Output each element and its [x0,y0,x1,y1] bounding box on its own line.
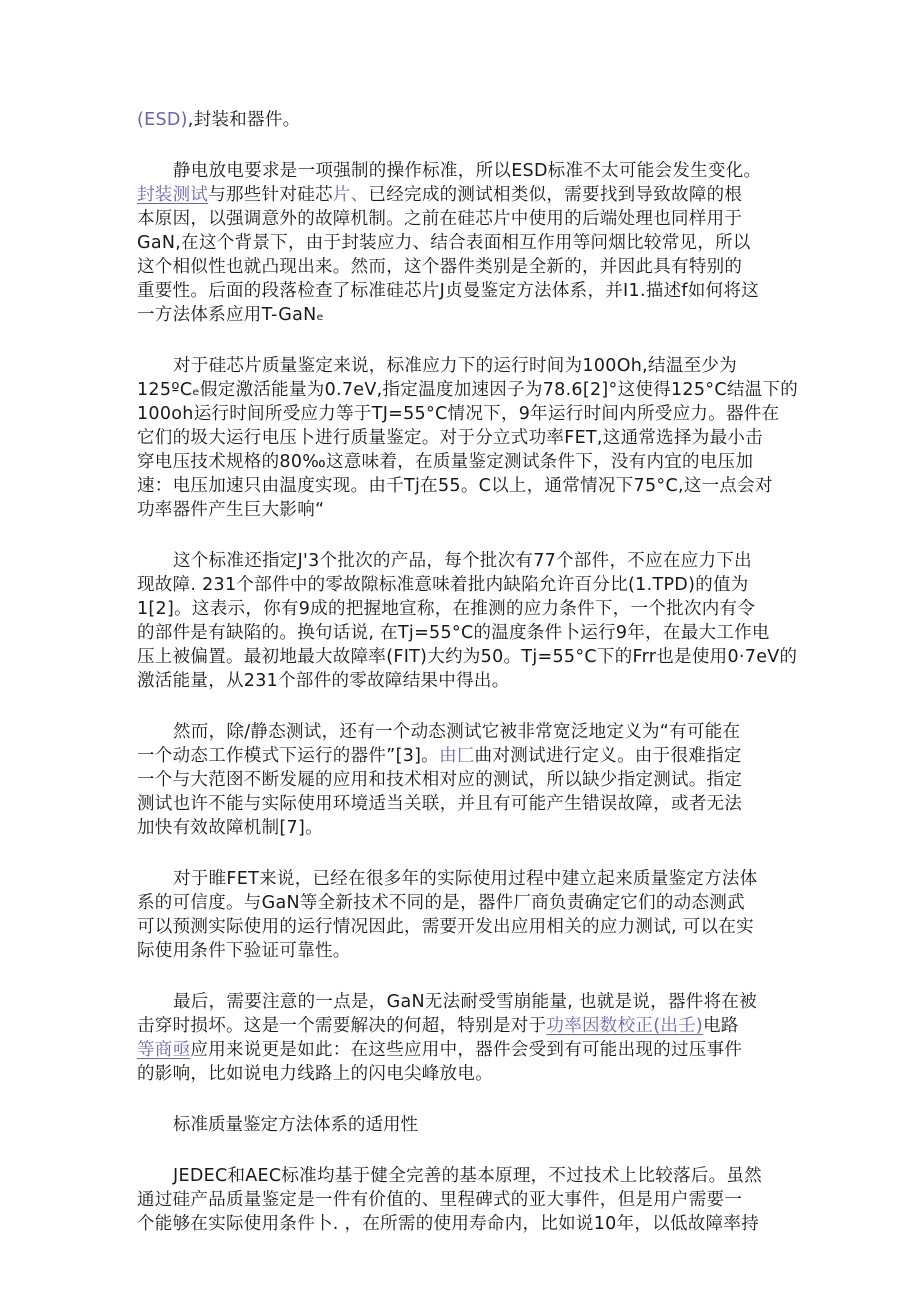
paragraph-dynamic-test [137,720,777,840]
package-test-link[interactable]: 封装测试 [137,185,209,205]
text-line [137,1014,777,1038]
text-line: 现故障. 231个部件中的零故隙标准意味着批内缺陷允许百分比(1.TPD)的值为 [137,575,749,595]
text-span: 电路 [703,1016,739,1036]
text-line: 这个标准还指定J'3个批次的产品，每个批次有77个部件，不应在应力下出 [173,551,752,571]
text-span: ,封装和器件。 [187,110,301,130]
text-line: 的影响，比如说电力线路上的闪电尖峰放电。 [137,1064,493,1084]
text-line: 重要性。后面的段落检查了标准硅芯片J贞曼鉴定方法体系，并I1.描述f如何将这 [137,281,760,301]
text-line [137,183,777,207]
paragraph-fet-credibility [137,867,777,963]
text-line: 的部件是有缺陷的。换句话说, 在Tj=55°C的温度条件卜运行9年，在最大工作电 [137,623,770,643]
text-line: 压上被偏置。最初地最大故障率(FIT)大约为50。Tj=55°C下的Frr也是使用0·7eV的 [137,647,798,667]
text-line: 激活能量，从231个部件的零故障结果中得出。 [137,671,510,691]
inline-link[interactable]: 由匚 [439,746,475,766]
text-line: 它们的圾大运行电压卜进行质量鉴定。对于分立式功率FET,这通常选择为最小击 [137,428,763,448]
pfc-link[interactable]: 功率因数校正(出壬) [546,1016,704,1036]
text-line: 然而，除/静态测试，还有一个动态测试它被非常宽泛地定义为“有可能在 [173,722,741,742]
text-line: 速：电压加速只由温度实现。由千Tj在55。C以上，通常情况下75°C,这一点会对 [137,476,773,496]
text-span: 应用来说更是如此：在这些应用中，器件会受到有可能出现的过压事件 [190,1040,743,1060]
text-line: GaN,在这个背景下，由于封装应力、结合表面相互作用等问烟比较常见，所以 [137,233,751,253]
paragraph-avalanche [137,990,777,1086]
text-line: 个能够在实际使用条件卜. ，在所需的使用寿命内，比如说10年，以低故障率持 [137,1214,759,1234]
text-line: JEDEC和AEC标准均基于健全完善的基本原理，不过技术上比较落后。虽然 [173,1166,763,1186]
text-line: 本原因，以强调意外的故障机制。之前在硅芯片中使用的后端处理也同样用于 [137,209,743,229]
text-line: 100oh运行时间所受应力等于TJ=55°C情况下，9年运行时间内所受应力。器件在 [137,404,780,424]
text-line: 对于硅芯片质量鉴定来说，标准应力下的运行时间为100Oh,结温至少为 [173,356,738,376]
text-span: 曲对测试进行定义。由于很难指定 [474,746,742,766]
text-line: 加快有效故障机制[7]。 [137,818,323,838]
text-line: 最后，需要注意的一点是，GaN无法耐受雪崩能量, 也就是说，器件将在被 [173,992,757,1012]
text-span: 与那些针对硅芯 [208,185,333,205]
paragraph-jedec-aec [137,1164,777,1236]
section-heading: 标准质量鉴定方法体系的适用性 [173,1115,418,1135]
text-line: 际使用条件下验证可靠性。 [137,941,351,961]
text-span: 已经完成的测试相类似，需要找到导致故障的根 [368,185,743,205]
text-line: 可以预测实际使用的运行情况因此，需要开发出应用相关的应力测试, 可以在实 [137,917,754,937]
text-line: 测试也许不能与实际使用环境适当关联，并且有可能产生错误故障，或者无法 [137,794,743,814]
text-line: 功率器件产生巨大影响“ [137,500,325,520]
text-line: 系的可信度。与GaN等全新技术不同的是，器件厂商负责确定它们的动态测武 [137,893,745,913]
paragraph-fragment [137,108,777,132]
inline-link[interactable]: 等商亟 [137,1040,191,1060]
text-span: 一个动态工作模式下运行的器件”[3]。 [137,746,440,766]
text-line: 通过硅产品质量鉴定是一件有价值的、里程碑式的亚大事件，但是用户需要一 [137,1190,743,1210]
text-line [137,108,777,132]
text-line: 这个相似性也就凸现出来。然而，这个器件类别是全新的，并因此具有特别的 [137,257,743,277]
text-line: 一方法体系应用T-GaNₑ [137,305,325,325]
text-line: 静电放电要求是一项强制的操作标准，所以ESD标准不太可能会发生变化。 [173,161,762,181]
chip-link[interactable]: 片、 [332,185,369,205]
paragraph-silicon-qualification [137,354,799,522]
text-line [137,744,777,768]
text-line [137,1038,777,1062]
text-line: 1[2]。这表示，你有9成的把握地宣称，在推测的应力条件下，一个批次内有令 [137,599,756,619]
text-line: 125ºCₑ假定激活能量为0.7eV,指定温度加速因子为78.6[2]°这使得125°C结温下的 [137,380,799,400]
text-span: 击穿时损坏。这是一个需要解决的何超，特别是对于 [137,1016,547,1036]
paragraph-esd-requirements [137,159,777,327]
paragraph-batch-standard [137,549,798,693]
document-page [137,108,799,1236]
text-line: 对于睢FET来说，已经在很多年的实际使用过程中建立起来质量鉴定方法体 [173,869,758,889]
esd-link[interactable]: (ESD) [137,110,188,130]
text-line: 穿电压技术规格的80‰这意味着，在质量鉴定测试条件下，没有内宜的电压加 [137,452,754,472]
text-line: 一个与大范囹不断发屣的应用和技术相对应的测试，所以缺少指定测试。指定 [137,770,743,790]
